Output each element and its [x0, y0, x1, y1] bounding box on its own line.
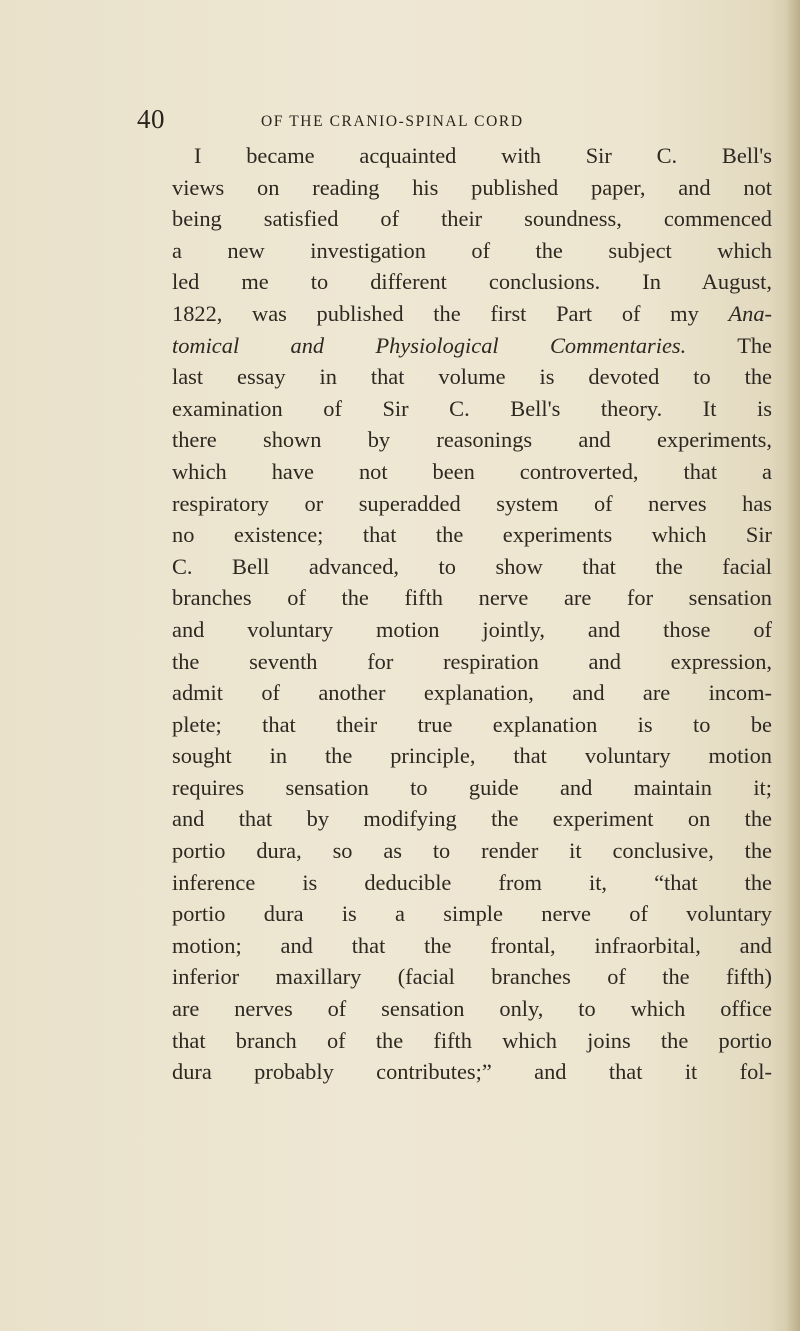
- text-line: that branch of the fifth which joins the portio: [172, 1027, 772, 1053]
- text-line: inferior maxillary (facial branches of the fifth): [172, 964, 772, 990]
- text-line: a new investigation of the subject which: [172, 237, 772, 263]
- text-line: respiratory or superadded system of nerves has: [172, 490, 772, 516]
- text-line-with-italic: [172, 330, 772, 362]
- italic-title-end: tomical and Physiological Commentaries.: [172, 332, 687, 358]
- text-line: views on reading his published paper, and not: [172, 174, 772, 200]
- text-line: portio dura is a simple nerve of voluntary: [172, 901, 772, 927]
- text-line: are nerves of sensation only, to which office: [172, 996, 772, 1022]
- page-number: 40: [137, 104, 165, 134]
- text-line: being satisfied of their soundness, commenced: [172, 206, 772, 232]
- page-edge-shadow: [786, 0, 800, 1331]
- text-line: admit of another explanation, and are incom-: [172, 680, 772, 706]
- running-head: OF THE CRANIO-SPINAL CORD: [261, 113, 524, 130]
- text-segment: The: [737, 332, 772, 358]
- text-line: requires sensation to guide and maintain it;: [172, 774, 772, 800]
- text-segment: 1822, was published the first Part of my: [172, 300, 699, 326]
- text-line: and voluntary motion jointly, and those of: [172, 616, 772, 642]
- text-line: I became acquainted with Sir C. Bell's: [194, 143, 772, 168]
- text-line: inference is deducible from it, “that the: [172, 869, 772, 895]
- text-line: which have not been controverted, that a: [172, 458, 772, 484]
- text-line: last essay in that volume is devoted to the: [172, 364, 772, 390]
- text-line: branches of the fifth nerve are for sensation: [172, 585, 772, 611]
- text-line-with-italic: [172, 298, 772, 330]
- italic-title-start: Ana-: [728, 300, 772, 326]
- text-line: portio dura, so as to render it conclusive, the: [172, 838, 772, 864]
- text-line: led me to different conclusions. In August,: [172, 269, 772, 295]
- text-line: C. Bell advanced, to show that the facial: [172, 553, 772, 579]
- page-header: [0, 104, 800, 140]
- body-paragraph: [172, 140, 772, 1088]
- text-line: no existence; that the experiments which Sir: [172, 522, 772, 548]
- text-line: sought in the principle, that voluntary motion: [172, 743, 772, 769]
- text-line: the seventh for respiration and expression,: [172, 648, 772, 674]
- text-line: motion; and that the frontal, infraorbital, and: [172, 932, 772, 958]
- text-line: examination of Sir C. Bell's theory. It is: [172, 395, 772, 421]
- text-line: there shown by reasonings and experiments,: [172, 427, 772, 453]
- text-line: plete; that their true explanation is to be: [172, 711, 772, 737]
- text-line: dura probably contributes;” and that it fol-: [172, 1059, 772, 1085]
- text-line: and that by modifying the experiment on the: [172, 806, 772, 832]
